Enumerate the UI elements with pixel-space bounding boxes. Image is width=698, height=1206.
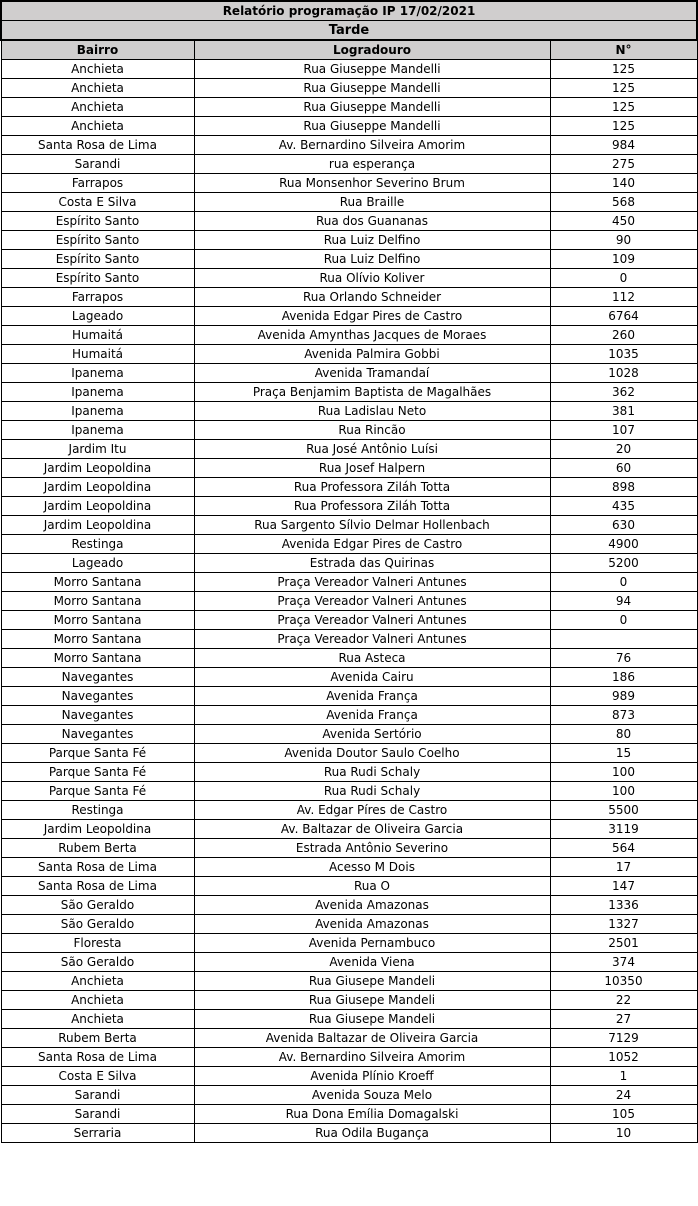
cell-logradouro: Avenida Tramandaí	[194, 364, 550, 383]
cell-logradouro: Rua Professora Ziláh Totta	[194, 497, 550, 516]
cell-numero: 381	[550, 402, 697, 421]
cell-logradouro: Av. Bernardino Silveira Amorim	[194, 1048, 550, 1067]
table-row	[1, 1105, 697, 1124]
cell-numero: 6764	[550, 307, 697, 326]
cell-numero: 125	[550, 60, 697, 79]
cell-logradouro: Rua Rincão	[194, 421, 550, 440]
cell-numero: 5200	[550, 554, 697, 573]
cell-logradouro: Avenida Cairu	[194, 668, 550, 687]
cell-logradouro: Avenida Amynthas Jacques de Moraes	[194, 326, 550, 345]
cell-bairro: Santa Rosa de Lima	[1, 877, 194, 896]
table-row	[1, 117, 697, 136]
cell-logradouro: Praça Benjamim Baptista de Magalhães	[194, 383, 550, 402]
header-numero: N°	[550, 40, 697, 60]
cell-logradouro: Rua Giusepe Mandeli	[194, 1010, 550, 1029]
cell-bairro: Farrapos	[1, 288, 194, 307]
cell-numero: 3119	[550, 820, 697, 839]
cell-logradouro: Estrada Antônio Severino	[194, 839, 550, 858]
cell-numero: 1052	[550, 1048, 697, 1067]
cell-logradouro: Avenida Viena	[194, 953, 550, 972]
table-row	[1, 801, 697, 820]
cell-bairro: Jardim Leopoldina	[1, 820, 194, 839]
table-row	[1, 744, 697, 763]
title-row	[1, 1, 697, 21]
table-row	[1, 459, 697, 478]
cell-bairro: Farrapos	[1, 174, 194, 193]
cell-bairro: Jardim Leopoldina	[1, 459, 194, 478]
cell-bairro: Costa E Silva	[1, 193, 194, 212]
cell-numero: 80	[550, 725, 697, 744]
table-row	[1, 136, 697, 155]
cell-logradouro: Praça Vereador Valneri Antunes	[194, 573, 550, 592]
cell-logradouro: Rua O	[194, 877, 550, 896]
cell-numero: 362	[550, 383, 697, 402]
cell-logradouro: Avenida Edgar Pires de Castro	[194, 535, 550, 554]
cell-bairro: Anchieta	[1, 60, 194, 79]
table-row	[1, 554, 697, 573]
cell-numero: 10	[550, 1124, 697, 1143]
cell-numero: 15	[550, 744, 697, 763]
cell-bairro: Morro Santana	[1, 573, 194, 592]
cell-logradouro: Praça Vereador Valneri Antunes	[194, 592, 550, 611]
table-row	[1, 79, 697, 98]
table-row	[1, 934, 697, 953]
cell-logradouro: Av. Bernardino Silveira Amorim	[194, 136, 550, 155]
cell-logradouro: Avenida Doutor Saulo Coelho	[194, 744, 550, 763]
cell-numero: 76	[550, 649, 697, 668]
cell-numero: 1035	[550, 345, 697, 364]
cell-bairro: Jardim Leopoldina	[1, 478, 194, 497]
table-row	[1, 1010, 697, 1029]
cell-bairro: Jardim Itu	[1, 440, 194, 459]
table-row	[1, 60, 697, 79]
cell-bairro: Humaitá	[1, 326, 194, 345]
cell-numero: 186	[550, 668, 697, 687]
cell-numero: 1336	[550, 896, 697, 915]
cell-bairro: Espírito Santo	[1, 212, 194, 231]
cell-numero: 112	[550, 288, 697, 307]
cell-bairro: Santa Rosa de Lima	[1, 1048, 194, 1067]
cell-logradouro: Rua Giuseppe Mandelli	[194, 98, 550, 117]
table-row	[1, 364, 697, 383]
cell-logradouro: Rua Luiz Delfino	[194, 231, 550, 250]
header-bairro: Bairro	[1, 40, 194, 60]
cell-logradouro: Acesso M Dois	[194, 858, 550, 877]
table-row	[1, 1048, 697, 1067]
table-row	[1, 839, 697, 858]
cell-bairro: Restinga	[1, 801, 194, 820]
cell-logradouro: Rua Giusepe Mandeli	[194, 991, 550, 1010]
cell-logradouro: Avenida França	[194, 706, 550, 725]
cell-numero: 0	[550, 611, 697, 630]
cell-logradouro: Rua Braille	[194, 193, 550, 212]
cell-bairro: Floresta	[1, 934, 194, 953]
cell-bairro: Sarandi	[1, 1105, 194, 1124]
cell-logradouro: Rua Olívio Koliver	[194, 269, 550, 288]
table-row	[1, 516, 697, 535]
cell-bairro: Rubem Berta	[1, 1029, 194, 1048]
cell-logradouro: Av. Edgar Píres de Castro	[194, 801, 550, 820]
table-row	[1, 326, 697, 345]
cell-numero: 898	[550, 478, 697, 497]
cell-numero: 4900	[550, 535, 697, 554]
cell-numero: 2501	[550, 934, 697, 953]
cell-logradouro: Praça Vereador Valneri Antunes	[194, 611, 550, 630]
cell-bairro: Navegantes	[1, 725, 194, 744]
cell-logradouro: Avenida Sertório	[194, 725, 550, 744]
table-row	[1, 763, 697, 782]
cell-bairro: Anchieta	[1, 79, 194, 98]
cell-logradouro: Rua Giuseppe Mandelli	[194, 60, 550, 79]
table-row	[1, 972, 697, 991]
cell-logradouro: Avenida França	[194, 687, 550, 706]
cell-logradouro: Rua Giusepe Mandeli	[194, 972, 550, 991]
cell-bairro: Rubem Berta	[1, 839, 194, 858]
cell-bairro: Parque Santa Fé	[1, 744, 194, 763]
cell-numero: 0	[550, 573, 697, 592]
cell-logradouro: Rua Asteca	[194, 649, 550, 668]
table-row	[1, 573, 697, 592]
cell-bairro: Ipanema	[1, 421, 194, 440]
cell-bairro: Lageado	[1, 307, 194, 326]
cell-numero: 100	[550, 782, 697, 801]
table-row	[1, 630, 697, 649]
cell-bairro: Ipanema	[1, 364, 194, 383]
cell-numero	[550, 630, 697, 649]
cell-numero: 60	[550, 459, 697, 478]
cell-logradouro: Avenida Edgar Pires de Castro	[194, 307, 550, 326]
cell-logradouro: Avenida Palmira Gobbi	[194, 345, 550, 364]
cell-logradouro: Rua Giuseppe Mandelli	[194, 79, 550, 98]
cell-bairro: Sarandi	[1, 1086, 194, 1105]
cell-bairro: Espírito Santo	[1, 231, 194, 250]
cell-numero: 873	[550, 706, 697, 725]
cell-numero: 630	[550, 516, 697, 535]
cell-numero: 100	[550, 763, 697, 782]
cell-logradouro: Estrada das Quirinas	[194, 554, 550, 573]
cell-numero: 94	[550, 592, 697, 611]
cell-logradouro: Rua Luiz Delfino	[194, 250, 550, 269]
table-row	[1, 820, 697, 839]
cell-bairro: Jardim Leopoldina	[1, 497, 194, 516]
cell-numero: 1028	[550, 364, 697, 383]
cell-numero: 275	[550, 155, 697, 174]
cell-numero: 125	[550, 98, 697, 117]
cell-logradouro: Praça Vereador Valneri Antunes	[194, 630, 550, 649]
cell-bairro: Serraria	[1, 1124, 194, 1143]
cell-bairro: Parque Santa Fé	[1, 782, 194, 801]
cell-logradouro: Avenida Plínio Kroeff	[194, 1067, 550, 1086]
cell-logradouro: Rua Orlando Schneider	[194, 288, 550, 307]
table-row	[1, 231, 697, 250]
header-row	[1, 40, 697, 60]
cell-numero: 107	[550, 421, 697, 440]
table-row	[1, 953, 697, 972]
cell-bairro: Jardim Leopoldina	[1, 516, 194, 535]
cell-logradouro: Rua Giuseppe Mandelli	[194, 117, 550, 136]
cell-bairro: Espírito Santo	[1, 269, 194, 288]
cell-numero: 1327	[550, 915, 697, 934]
cell-logradouro: Rua Dona Emília Domagalski	[194, 1105, 550, 1124]
cell-bairro: São Geraldo	[1, 953, 194, 972]
cell-numero: 105	[550, 1105, 697, 1124]
cell-numero: 147	[550, 877, 697, 896]
cell-numero: 435	[550, 497, 697, 516]
cell-logradouro: Avenida Pernambuco	[194, 934, 550, 953]
cell-logradouro: Rua dos Guananas	[194, 212, 550, 231]
cell-bairro: Parque Santa Fé	[1, 763, 194, 782]
table-row	[1, 1086, 697, 1105]
table-row	[1, 250, 697, 269]
cell-bairro: Anchieta	[1, 972, 194, 991]
cell-bairro: Morro Santana	[1, 592, 194, 611]
cell-bairro: Anchieta	[1, 98, 194, 117]
table-row	[1, 345, 697, 364]
table-row	[1, 497, 697, 516]
cell-bairro: Navegantes	[1, 706, 194, 725]
cell-numero: 17	[550, 858, 697, 877]
cell-bairro: Anchieta	[1, 117, 194, 136]
cell-bairro: São Geraldo	[1, 915, 194, 934]
table-row	[1, 915, 697, 934]
cell-logradouro: Rua Sargento Sílvio Delmar Hollenbach	[194, 516, 550, 535]
table-row	[1, 383, 697, 402]
cell-numero: 125	[550, 79, 697, 98]
table-row	[1, 1124, 697, 1143]
cell-numero: 10350	[550, 972, 697, 991]
cell-numero: 450	[550, 212, 697, 231]
cell-bairro: Costa E Silva	[1, 1067, 194, 1086]
cell-numero: 568	[550, 193, 697, 212]
cell-bairro: Morro Santana	[1, 630, 194, 649]
cell-bairro: Ipanema	[1, 402, 194, 421]
cell-numero: 27	[550, 1010, 697, 1029]
cell-numero: 125	[550, 117, 697, 136]
cell-logradouro: Avenida Baltazar de Oliveira Garcia	[194, 1029, 550, 1048]
cell-logradouro: Rua Ladislau Neto	[194, 402, 550, 421]
cell-bairro: São Geraldo	[1, 896, 194, 915]
cell-numero: 22	[550, 991, 697, 1010]
cell-logradouro: Rua Rudi Schaly	[194, 782, 550, 801]
report-period: Tarde	[1, 21, 697, 41]
report-title: Relatório programação IP 17/02/2021	[1, 1, 697, 21]
cell-bairro: Sarandi	[1, 155, 194, 174]
cell-logradouro: Rua Professora Ziláh Totta	[194, 478, 550, 497]
table-row	[1, 174, 697, 193]
cell-numero: 989	[550, 687, 697, 706]
cell-numero: 7129	[550, 1029, 697, 1048]
table-row	[1, 478, 697, 497]
cell-numero: 90	[550, 231, 697, 250]
cell-numero: 984	[550, 136, 697, 155]
cell-bairro: Anchieta	[1, 991, 194, 1010]
table-row	[1, 649, 697, 668]
cell-bairro: Ipanema	[1, 383, 194, 402]
table-row	[1, 611, 697, 630]
cell-numero: 260	[550, 326, 697, 345]
cell-logradouro: Rua José Antônio Luísi	[194, 440, 550, 459]
subtitle-row	[1, 21, 697, 41]
table-row	[1, 269, 697, 288]
table-row	[1, 896, 697, 915]
cell-numero: 0	[550, 269, 697, 288]
table-row	[1, 535, 697, 554]
table-row	[1, 1067, 697, 1086]
table-row	[1, 592, 697, 611]
cell-numero: 1	[550, 1067, 697, 1086]
table-row	[1, 193, 697, 212]
table-row	[1, 212, 697, 231]
table-row	[1, 98, 697, 117]
cell-numero: 109	[550, 250, 697, 269]
cell-bairro: Humaitá	[1, 345, 194, 364]
table-row	[1, 307, 697, 326]
cell-numero: 24	[550, 1086, 697, 1105]
table-row	[1, 782, 697, 801]
table-row	[1, 421, 697, 440]
table-row	[1, 706, 697, 725]
table-row	[1, 725, 697, 744]
cell-bairro: Anchieta	[1, 1010, 194, 1029]
cell-bairro: Morro Santana	[1, 611, 194, 630]
cell-bairro: Santa Rosa de Lima	[1, 136, 194, 155]
table-row	[1, 687, 697, 706]
header-logradouro: Logradouro	[194, 40, 550, 60]
cell-logradouro: Avenida Amazonas	[194, 915, 550, 934]
cell-logradouro: Avenida Amazonas	[194, 896, 550, 915]
table-body	[1, 60, 697, 1143]
cell-logradouro: Rua Monsenhor Severino Brum	[194, 174, 550, 193]
cell-numero: 5500	[550, 801, 697, 820]
table-row	[1, 1029, 697, 1048]
table-row	[1, 288, 697, 307]
table-row	[1, 668, 697, 687]
table-row	[1, 877, 697, 896]
cell-bairro: Lageado	[1, 554, 194, 573]
cell-logradouro: rua esperança	[194, 155, 550, 174]
table-row	[1, 440, 697, 459]
cell-logradouro: Rua Josef Halpern	[194, 459, 550, 478]
table-row	[1, 858, 697, 877]
cell-numero: 20	[550, 440, 697, 459]
cell-bairro: Restinga	[1, 535, 194, 554]
cell-numero: 564	[550, 839, 697, 858]
table-row	[1, 402, 697, 421]
cell-logradouro: Av. Baltazar de Oliveira Garcia	[194, 820, 550, 839]
cell-logradouro: Rua Rudi Schaly	[194, 763, 550, 782]
cell-logradouro: Avenida Souza Melo	[194, 1086, 550, 1105]
cell-logradouro: Rua Odila Bugança	[194, 1124, 550, 1143]
cell-numero: 374	[550, 953, 697, 972]
cell-bairro: Santa Rosa de Lima	[1, 858, 194, 877]
cell-bairro: Morro Santana	[1, 649, 194, 668]
cell-bairro: Navegantes	[1, 668, 194, 687]
cell-bairro: Navegantes	[1, 687, 194, 706]
table-row	[1, 155, 697, 174]
cell-numero: 140	[550, 174, 697, 193]
cell-bairro: Espírito Santo	[1, 250, 194, 269]
table-row	[1, 991, 697, 1010]
